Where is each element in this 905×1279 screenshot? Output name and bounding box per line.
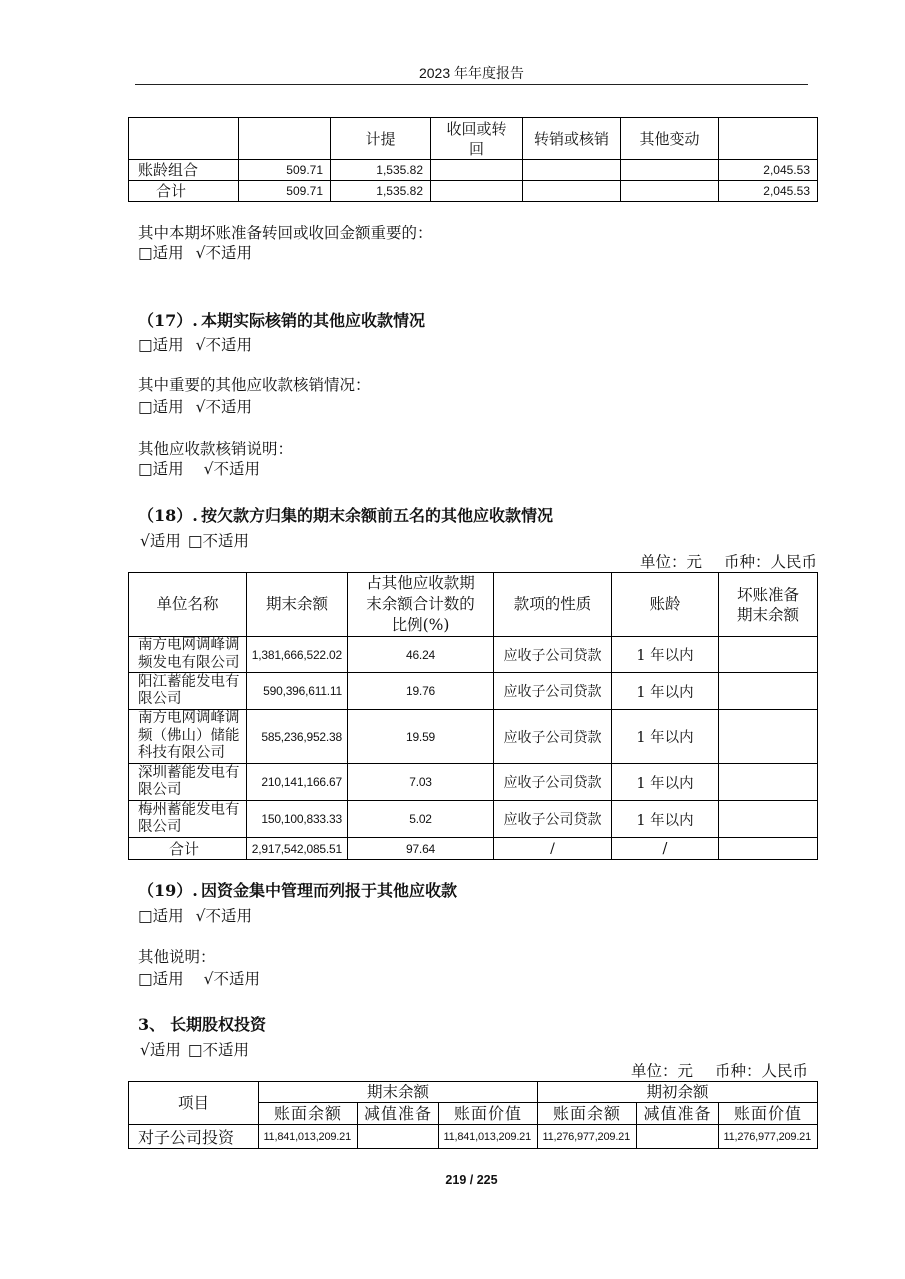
table-cell: 150,100,833.33 [247, 801, 348, 838]
table-cell: 210,141,166.67 [247, 764, 348, 801]
table-header-cell: 账面余额 [259, 1103, 358, 1125]
table-cell [719, 710, 818, 764]
table-cell: 应收子公司贷款 [494, 801, 612, 838]
option-applicable: □适用 [138, 970, 184, 988]
table-cell [719, 673, 818, 710]
table-header-cell: 转销或核销 [523, 118, 621, 160]
table-row [129, 764, 818, 801]
section-heading [138, 311, 425, 331]
table-cell: 19.59 [348, 710, 494, 764]
page-number: 219 / 225 [445, 1173, 498, 1187]
table-header-cell: 单位名称 [129, 573, 247, 637]
table-row [129, 673, 818, 710]
table-cell [621, 181, 719, 202]
section-number: 3、 [138, 1015, 166, 1034]
option-applicable: √适用 [140, 1041, 181, 1059]
table-cell: 2,045.53 [719, 181, 818, 202]
table-cell: 1,381,666,522.02 [247, 637, 348, 673]
table-cell: 11,841,013,209.21 [439, 1125, 538, 1149]
section-number: （18）. [138, 506, 198, 525]
table-cell: 585,236,952.38 [247, 710, 348, 764]
option-applicable: □适用 [138, 907, 184, 925]
unit-label: 单位：元 [630, 1062, 693, 1080]
table-cell: 应收子公司贷款 [494, 764, 612, 801]
table-header-cell: 账面余额 [538, 1103, 637, 1125]
table-cell: 11,276,977,209.21 [719, 1125, 818, 1149]
table-cell: 11,276,977,209.21 [538, 1125, 637, 1149]
table-cell: 19.76 [348, 673, 494, 710]
section-heading [138, 1015, 266, 1035]
table-cell: 1 年以内 [612, 764, 719, 801]
table-cell: 46.24 [348, 637, 494, 673]
table-cell [621, 160, 719, 181]
writeoff-explanation-label: 其他应收款核销说明： [138, 440, 294, 458]
table-cell: 1 年以内 [612, 710, 719, 764]
header-divider [135, 84, 808, 85]
table-cell: 5.02 [348, 801, 494, 838]
long-term-equity-investment-table [128, 1081, 818, 1149]
table-header-cell: 占其他应收款期末余额合计数的比例(%) [348, 573, 494, 637]
table-cell: 1 年以内 [612, 673, 719, 710]
applicability-line [140, 1040, 249, 1060]
table-cell: 阳江蓄能发电有限公司 [129, 673, 247, 710]
currency-label: 币种：人民币 [714, 1062, 808, 1080]
reversal-note-label: 其中本期坏账准备转回或收回金额重要的： [138, 224, 433, 242]
section-title: 长期股权投资 [170, 1015, 267, 1034]
table-cell: 南方电网调峰调频发电有限公司 [129, 637, 247, 673]
table-cell: 590,396,611.11 [247, 673, 348, 710]
table-cell [637, 1125, 719, 1149]
option-applicable: □适用 [138, 460, 184, 478]
table-cell [719, 801, 818, 838]
option-applicable: □适用 [138, 336, 184, 354]
applicability-line [138, 906, 252, 926]
unit-currency-line [631, 1061, 808, 1081]
table-header-row [129, 118, 818, 160]
table-cell [431, 160, 523, 181]
table-total-row [129, 838, 818, 860]
important-writeoff-label: 其中重要的其他应收款核销情况： [138, 376, 371, 394]
top-five-receivables-table [128, 572, 818, 860]
unit-label: 单位：元 [639, 553, 702, 571]
currency-label: 币种：人民币 [723, 553, 817, 571]
table-header-row [129, 1082, 818, 1103]
table-header-cell: 减值准备 [637, 1103, 719, 1125]
applicability-line [140, 531, 249, 551]
applicability-line [138, 335, 252, 355]
option-applicable: □适用 [138, 244, 184, 262]
unit-currency-line [640, 552, 817, 572]
option-not-applicable: √不适用 [195, 336, 253, 354]
table-cell: 97.64 [348, 838, 494, 860]
table-row [129, 1125, 818, 1149]
section-number: （19）. [138, 881, 198, 900]
table-cell: 1 年以内 [612, 801, 719, 838]
table-header-cell [719, 118, 818, 160]
section-heading [138, 506, 553, 526]
table-cell: 梅州蓄能发电有限公司 [129, 801, 247, 838]
table-cell: 1,535.82 [331, 181, 431, 202]
table-cell: 南方电网调峰调频（佛山）储能科技有限公司 [129, 710, 247, 764]
table-header-cell: 期初余额 [538, 1082, 818, 1103]
option-not-applicable: □不适用 [187, 532, 250, 550]
table-header-cell: 账龄 [612, 573, 719, 637]
table-header-cell: 计提 [331, 118, 431, 160]
table-row [129, 801, 818, 838]
table-header-row [129, 573, 818, 637]
table-cell: / [612, 838, 719, 860]
table-header-cell: 期末余额 [259, 1082, 538, 1103]
table-cell [719, 637, 818, 673]
table-header-cell: 款项的性质 [494, 573, 612, 637]
option-not-applicable: √不适用 [195, 398, 253, 416]
applicability-line [138, 459, 260, 479]
table-cell: 应收子公司贷款 [494, 637, 612, 673]
option-not-applicable: √不适用 [195, 907, 253, 925]
table-cell: 509.71 [239, 181, 331, 202]
applicability-line [138, 969, 260, 989]
table-header-cell: 坏账准备期末余额 [719, 573, 818, 637]
section-title: 本期实际核销的其他应收款情况 [201, 311, 426, 330]
table-cell: 509.71 [239, 160, 331, 181]
table-cell: 1,535.82 [331, 160, 431, 181]
section-number: （17）. [138, 311, 198, 330]
table-cell: 账龄组合 [129, 160, 239, 181]
table-cell: 合计 [129, 181, 239, 202]
other-notes-label: 其他说明： [138, 948, 216, 966]
table-header-cell [129, 118, 239, 160]
table-cell [719, 764, 818, 801]
section-title: 因资金集中管理而列报于其他应收款 [201, 881, 458, 900]
table-cell: 合计 [129, 838, 247, 860]
table-cell: 1 年以内 [612, 637, 719, 673]
table-header-cell: 账面价值 [719, 1103, 818, 1125]
applicability-line [138, 397, 252, 417]
option-not-applicable: √不适用 [195, 244, 253, 262]
table-header-cell: 减值准备 [358, 1103, 439, 1125]
table-cell [523, 160, 621, 181]
section-heading [138, 881, 457, 901]
table-cell: 深圳蓄能发电有限公司 [129, 764, 247, 801]
table-header-cell: 收回或转回 [431, 118, 523, 160]
table-total-row [129, 181, 818, 202]
table-cell: 2,045.53 [719, 160, 818, 181]
table-cell: 应收子公司贷款 [494, 673, 612, 710]
section-title: 按欠款方归集的期末余额前五名的其他应收款情况 [201, 506, 554, 525]
table-cell: 7.03 [348, 764, 494, 801]
table-cell: 对子公司投资 [129, 1125, 259, 1149]
table-row [129, 710, 818, 764]
table-header-cell: 账面价值 [439, 1103, 538, 1125]
table-cell [358, 1125, 439, 1149]
option-applicable: □适用 [138, 398, 184, 416]
option-not-applicable: √不适用 [203, 970, 261, 988]
report-header-title: 2023 年年度报告 [418, 65, 525, 81]
table-cell: 11,841,013,209.21 [259, 1125, 358, 1149]
table-cell: 2,917,542,085.51 [247, 838, 348, 860]
option-not-applicable: □不适用 [187, 1041, 250, 1059]
table-cell: / [494, 838, 612, 860]
bad-debt-provision-table [128, 117, 818, 202]
applicability-line [138, 243, 252, 263]
table-header-cell: 其他变动 [621, 118, 719, 160]
table-cell: 应收子公司贷款 [494, 710, 612, 764]
table-cell [431, 181, 523, 202]
table-header-cell [239, 118, 331, 160]
table-cell [719, 838, 818, 860]
table-row [129, 160, 818, 181]
option-not-applicable: √不适用 [203, 460, 261, 478]
table-cell [523, 181, 621, 202]
table-header-cell: 期末余额 [247, 573, 348, 637]
table-header-cell: 项目 [129, 1082, 259, 1125]
option-applicable: √适用 [140, 532, 181, 550]
table-row [129, 637, 818, 673]
